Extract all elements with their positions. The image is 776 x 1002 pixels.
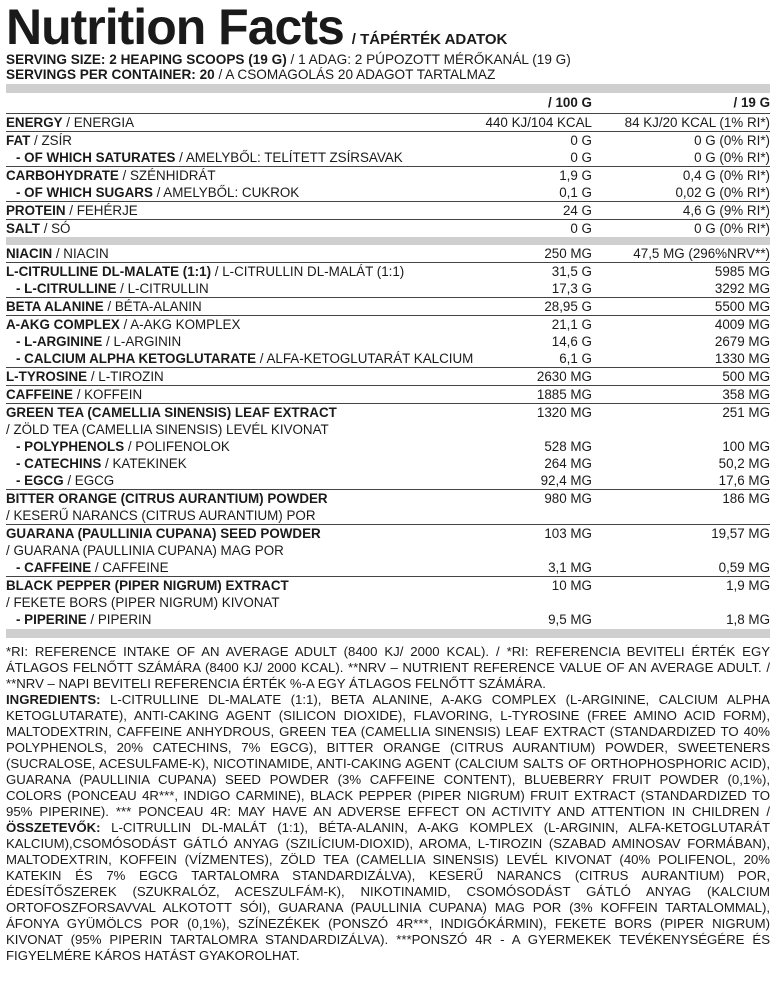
value-19g: 4009 MG: [596, 316, 770, 334]
value-19g: 17,6 MG: [718, 473, 770, 488]
value-19g: 1,8 MG: [726, 612, 770, 627]
nutrient-name: [6, 132, 473, 150]
table-row: [6, 202, 770, 220]
value-100g: 10 MG: [473, 577, 596, 595]
value-19g: 1330 MG: [714, 351, 770, 366]
nutrient-name: [6, 542, 473, 559]
value-100g: [473, 542, 596, 559]
nutrient-name-en: - POLYPHENOLS: [16, 439, 125, 454]
value-19g: 4,6 G (9% RI*): [596, 202, 770, 220]
nutrient-name-en: NIACIN: [6, 246, 53, 261]
nutrient-name-en: - CALCIUM ALPHA KETOGLUTARATE: [16, 351, 257, 366]
table-row: [6, 333, 770, 350]
nutrient-name: [6, 114, 473, 132]
value-19g: 0 G (0% RI*): [596, 220, 770, 238]
nutrient-name: [6, 220, 473, 238]
nutrient-name-en: CAFFEINE: [6, 387, 73, 402]
nutrient-name-hu: / L-CITRULLIN DL-MALÁT (1:1): [211, 264, 405, 279]
table-row: [6, 350, 770, 368]
table-header: [6, 93, 770, 114]
nutrient-name: [6, 333, 473, 350]
value-19g: 1,9 MG: [596, 577, 770, 595]
value-100g: 528 MG: [544, 439, 592, 454]
nutrient-name-en: - OF WHICH SUGARS: [16, 185, 153, 200]
nutrient-name-hu: / KATEKINEK: [101, 456, 187, 471]
table-row: [6, 559, 770, 577]
title-row: [6, 0, 770, 55]
value-19g: 0 G (0% RI*): [596, 132, 770, 150]
value-19g: 0 G (0% RI*): [694, 150, 770, 165]
nutrient-name: [6, 316, 473, 334]
value-100g: 17,3 G: [551, 281, 592, 296]
nutrient-name-hu: / ZÖLD TEA (CAMELLIA SINENSIS) LEVÉL KIVONAT: [6, 422, 329, 437]
nutrient-name-hu: / L-TIROZIN: [87, 369, 164, 384]
nutrient-name: [6, 611, 473, 628]
value-19g: [596, 542, 770, 559]
value-19g: 19,57 MG: [596, 525, 770, 543]
nutrient-name-hu: / SÓ: [39, 221, 71, 236]
nutrient-name: [6, 594, 473, 611]
nutrient-name-en: FAT: [6, 133, 31, 148]
nutrient-name: [6, 421, 473, 438]
osszetevok-text: L-CITRULLIN DL-MALÁT (1:1), BÉTA-ALANIN, A-AKG KOMPLEX (L-ARGININ, ALFA-KETOGLUTARÁT KALCIUM),CSOMÓSODÁST GÁTLÓ ANYAG (SZILÍCIUM-DIOXID), AROMA, L-TIROZIN (SZABAD AMINOSAV FORMÁBAN), MALTODEXTRIN, KOFFEIN (VÍZMENTES), ZÖLD TEA (CAMELLIA SINENSIS) LEVÉL KIVONAT (40% POLIFENOL, 20% KATEKIN ÉS 7% EGCG TARTALOMRA STANDARDIZÁLVA), KESERŰ NARANCS (CITRUS AURANTIUM) POR, ÉDESÍTŐSZEREK (SZUKRALÓZ, ACESZULFÁM-K), NIKOTINAMID, CSOMÓSODÁST GÁTLÓ ANYAG (KALCIUM ORTOFOSZFORSAVVAL ALKOTOTT SÓI), GUARANA (PAULLINIA CUPANA) MAG POR (3% KOFFEIN TARTALOMMAL), ÁFONYA GYÜMÖLCS POR (0,1%), SZÍNEZÉKEK (PONSZÓ 4R***, INDIGÓKÁRMIN), FEKETE BORS (PIPER NIGRUM) KIVONAT (95% PIPERIN TARTALOMRA STANDARDIZÁLVA). ***PONSZÓ 4R - A GYERMEKEK TEVÉKENYSÉGÉRE ÉS FIGYELMÉRE KÁROS HATÁST GYAKOROLHAT.: [6, 820, 770, 963]
nutrient-name: [6, 455, 473, 472]
value-100g: 2630 MG: [473, 368, 596, 386]
nutrient-name: [6, 298, 473, 316]
nutrient-name: [6, 263, 473, 281]
nutrient-name-en: - OF WHICH SATURATES: [16, 150, 176, 165]
table-row: [6, 542, 770, 559]
nutrient-name-en: - CATECHINS: [16, 456, 102, 471]
nutrient-name-hu: / ENERGIA: [62, 115, 134, 130]
nutrient-name: [6, 202, 473, 220]
ingredients-label: INGREDIENTS:: [6, 692, 101, 707]
nutrient-name-en: BITTER ORANGE (CITRUS AURANTIUM) POWDER: [6, 491, 328, 506]
nutrient-name: [6, 386, 473, 404]
nutrient-name-en: - EGCG: [16, 473, 64, 488]
column-19g: / 19 G: [596, 93, 770, 114]
serving-size: [6, 52, 770, 67]
value-100g: 980 MG: [473, 490, 596, 508]
value-19g: 0,59 MG: [718, 560, 770, 575]
value-100g: [473, 421, 596, 438]
table-row: [6, 472, 770, 490]
value-100g: 21,1 G: [473, 316, 596, 334]
nutrient-name-en: - PIPERINE: [16, 612, 87, 627]
nutrient-name-en: - CAFFEINE: [16, 560, 92, 575]
nutrient-name-en: ENERGY: [6, 115, 63, 130]
value-100g: 24 G: [473, 202, 596, 220]
nutrient-name-en: SALT: [6, 221, 40, 236]
nutrient-name: [6, 245, 473, 263]
nutrient-name-hu: / BÉTA-ALANIN: [103, 299, 202, 314]
nutrition-label: [0, 2, 776, 1002]
value-19g: 358 MG: [596, 386, 770, 404]
table-row: [6, 438, 770, 455]
value-19g: 186 MG: [596, 490, 770, 508]
value-19g: 0,4 G (0% RI*): [596, 167, 770, 185]
value-19g: 5985 MG: [596, 263, 770, 281]
table-row: [6, 525, 770, 543]
table-row: [6, 594, 770, 611]
value-100g: 0 G: [473, 220, 596, 238]
nutrient-name-en: BLACK PEPPER (PIPER NIGRUM) EXTRACT: [6, 578, 289, 593]
nutrient-name-hu: / SZÉNHIDRÁT: [118, 168, 216, 183]
table-row: [6, 149, 770, 167]
value-100g: 0,1 G: [559, 185, 592, 200]
nutrient-name-hu: / AMELYBŐL: TELÍTETT ZSÍRSAVAK: [175, 150, 403, 165]
value-100g: 1885 MG: [473, 386, 596, 404]
table-row: [6, 455, 770, 472]
nutrient-name: [6, 404, 473, 422]
value-100g: 9,5 MG: [548, 612, 592, 627]
table-row: [6, 184, 770, 202]
nutrient-name-en: GUARANA (PAULLINIA CUPANA) SEED POWDER: [6, 526, 321, 541]
value-100g: [473, 507, 596, 525]
nutrient-name: [6, 472, 473, 490]
value-19g: 2679 MG: [714, 334, 770, 349]
nutrient-name-en: BETA ALANINE: [6, 299, 104, 314]
nutrient-name-en: L-CITRULLINE DL-MALATE (1:1): [6, 264, 212, 279]
value-19g: 50,2 MG: [718, 456, 770, 471]
nutrient-name: [6, 167, 473, 185]
table-row: [6, 611, 770, 628]
nutrient-name: [6, 577, 473, 595]
nutrient-name-hu: / L-CITRULLIN: [116, 281, 209, 296]
nutrient-name: [6, 184, 473, 202]
nutrient-name: [6, 149, 473, 167]
nutrient-name-hu: / PIPERIN: [86, 612, 152, 627]
table-row: [6, 577, 770, 595]
nutrient-name-hu: / KOFFEIN: [72, 387, 143, 402]
table-row: [6, 245, 770, 263]
table-row: [6, 404, 770, 422]
table-row: [6, 368, 770, 386]
nutrient-name: [6, 490, 473, 508]
table-row: [6, 507, 770, 525]
value-19g: [596, 507, 770, 525]
nutrient-name-hu: / NIACIN: [52, 246, 109, 261]
value-100g: 1320 MG: [473, 404, 596, 422]
serving-size-label: SERVING SIZE: 2 HEAPING SCOOPS (19 G): [6, 52, 287, 67]
value-19g: 3292 MG: [714, 281, 770, 296]
nutrient-name-hu: / ALFA-KETOGLUTARÁT KALCIUM: [256, 351, 474, 366]
servings-hu: / A CSOMAGOLÁS 20 ADAGOT TARTALMAZ: [218, 67, 496, 82]
nutrient-name-hu: / KESERŰ NARANCS (CITRUS AURANTIUM) POR: [6, 508, 316, 523]
nutrient-name-en: GREEN TEA (CAMELLIA SINENSIS) LEAF EXTRACT: [6, 405, 337, 420]
value-100g: 0 G: [473, 132, 596, 150]
nutrient-name-hu: / FEHÉRJE: [65, 203, 138, 218]
osszetevok-label: ÖSSZETEVŐK:: [6, 820, 101, 835]
table-row: [6, 220, 770, 238]
divider-bar: [6, 84, 770, 93]
value-19g: [596, 594, 770, 611]
nutrient-name: [6, 438, 473, 455]
table-row: [6, 280, 770, 298]
page-subtitle: / TÁPÉRTÉK ADATOK: [351, 31, 508, 48]
nutrient-name: [6, 559, 473, 577]
nutrient-name-en: CARBOHYDRATE: [6, 168, 119, 183]
table-row: [6, 421, 770, 438]
nutrient-name-hu: / L-ARGININ: [102, 334, 182, 349]
value-100g: 440 KJ/104 KCAL: [473, 114, 596, 132]
table-row: [6, 298, 770, 316]
divider-bar: [6, 629, 770, 638]
nutrient-name-hu: / ZSÍR: [30, 133, 72, 148]
value-100g: 92,4 MG: [540, 473, 592, 488]
value-100g: 103 MG: [473, 525, 596, 543]
value-100g: 28,95 G: [473, 298, 596, 316]
nutrient-name-en: - L-CITRULLINE: [16, 281, 117, 296]
table-row: [6, 386, 770, 404]
value-100g: 264 MG: [544, 456, 592, 471]
nutrient-name: [6, 350, 473, 368]
column-100g: / 100 G: [473, 93, 596, 114]
value-19g: 84 KJ/20 KCAL (1% RI*): [596, 114, 770, 132]
value-100g: 3,1 MG: [548, 560, 592, 575]
value-100g: [473, 594, 596, 611]
table-row: [6, 167, 770, 185]
value-19g: 5500 MG: [596, 298, 770, 316]
ingredients-text: L-CITRULLINE DL-MALATE (1:1), BETA ALANINE, A-AKG COMPLEX (L-ARGININE, CALCIUM ALPHA KETOGLUTARATE), ANTI-CAKING AGENT (SILICON DIOXIDE), FLAVORING, L-TYROSINE (FREE AMINO ACID FORM), MALTODEXTRIN, CAFFEINE ANHYDROUS, GREEN TEA (CAMELLIA SINENSIS) LEAF EXTRACT (STANDARDIZED TO 40% POLYPHENOLS, 20% CATECHINS, 7% EGCG), BITTER ORANGE (CITRUS AURANTIUM) POWDER, SWEETENERS (SUCRALOSE, ACESULFAME-K), NICOTINAMIDE, ANTI-CAKING AGENT (CALCIUM SALTS OF ORTHOPHOSPHORIC ACID), GUARANA (PAULLINIA CUPANA) SEED POWDER (3% CAFFEINE CONTENT), BLUEBERRY FRUIT POWDER (0,1%), COLORS (PONCEAU 4R***, INDIGO CARMINE), BLACK PEPPER (PIPER NIGRUM) FRUIT EXTRACT (STANDARDIZED TO 95% PIPERINE). *** PONCEAU 4R: MAY HAVE AN ADVERSE EFFECT ON ACTIVITY AND ATTENTION IN CHILDREN /: [6, 692, 770, 819]
nutrient-name-hu: / AMELYBŐL: CUKROK: [152, 185, 300, 200]
servings-label: SERVINGS PER CONTAINER: 20: [6, 67, 215, 82]
nutrient-name-en: A-AKG COMPLEX: [6, 317, 120, 332]
page-title: Nutrition Facts: [6, 0, 344, 55]
value-19g: 500 MG: [596, 368, 770, 386]
value-100g: 6,1 G: [559, 351, 592, 366]
nutrient-name-hu: / FEKETE BORS (PIPER NIGRUM) KIVONAT: [6, 595, 280, 610]
value-100g: 14,6 G: [551, 334, 592, 349]
table-row: [6, 132, 770, 150]
value-100g: 250 MG: [544, 246, 592, 261]
serving-size-hu: / 1 ADAG: 2 PÚPOZOTT MÉRŐKANÁL (19 G): [290, 52, 571, 67]
nutrient-name-hu: / A-AKG KOMPLEX: [119, 317, 241, 332]
nutrient-name: [6, 507, 473, 525]
value-100g: 1,9 G: [473, 167, 596, 185]
table-row: [6, 490, 770, 508]
nutrient-name-en: - L-ARGININE: [16, 334, 103, 349]
value-100g: 0 G: [570, 150, 592, 165]
value-19g: 0,02 G (0% RI*): [675, 185, 770, 200]
nutrient-name-hu: / POLIFENOLOK: [124, 439, 230, 454]
nutrient-name: [6, 368, 473, 386]
section-divider: [6, 237, 770, 245]
nutrient-name: [6, 525, 473, 543]
value-19g: 251 MG: [596, 404, 770, 422]
nutrition-table: [6, 93, 770, 628]
nutrient-name-hu: / GUARANA (PAULLINIA CUPANA) MAG POR: [6, 543, 284, 558]
nutrient-name-hu: / CAFFEINE: [91, 560, 169, 575]
value-19g: 100 MG: [722, 439, 770, 454]
value-19g: 47,5 MG (296%NRV**): [633, 246, 770, 261]
servings-per-container: [6, 67, 770, 82]
table-row: [6, 316, 770, 334]
nutrient-name-en: PROTEIN: [6, 203, 66, 218]
nutrient-name-en: L-TYROSINE: [6, 369, 88, 384]
footnotes: [6, 644, 770, 964]
table-row: [6, 263, 770, 281]
ri-note: *RI: REFERENCE INTAKE OF AN AVERAGE ADULT (8400 KJ/ 2000 KCAL). / *RI: REFERENCIA BEVITELI ÉRTÉK EGY ÁTLAGOS FELNŐTT SZÁMÁRA (8400 KJ/ 2000 KCAL). **NRV – NUTRIENT REFERENCE VALUE OF AN AVERAGE ADULT. / **NRV – NAPI BEVITELI REFERENCIA ÉRTÉK %-A EGY ÁTLAGOS FELNŐTT SZÁMÁRA.: [6, 644, 770, 691]
value-100g: 31,5 G: [473, 263, 596, 281]
value-19g: [596, 421, 770, 438]
nutrient-name: [6, 280, 473, 298]
nutrient-name-hu: / EGCG: [63, 473, 115, 488]
table-row: [6, 114, 770, 132]
